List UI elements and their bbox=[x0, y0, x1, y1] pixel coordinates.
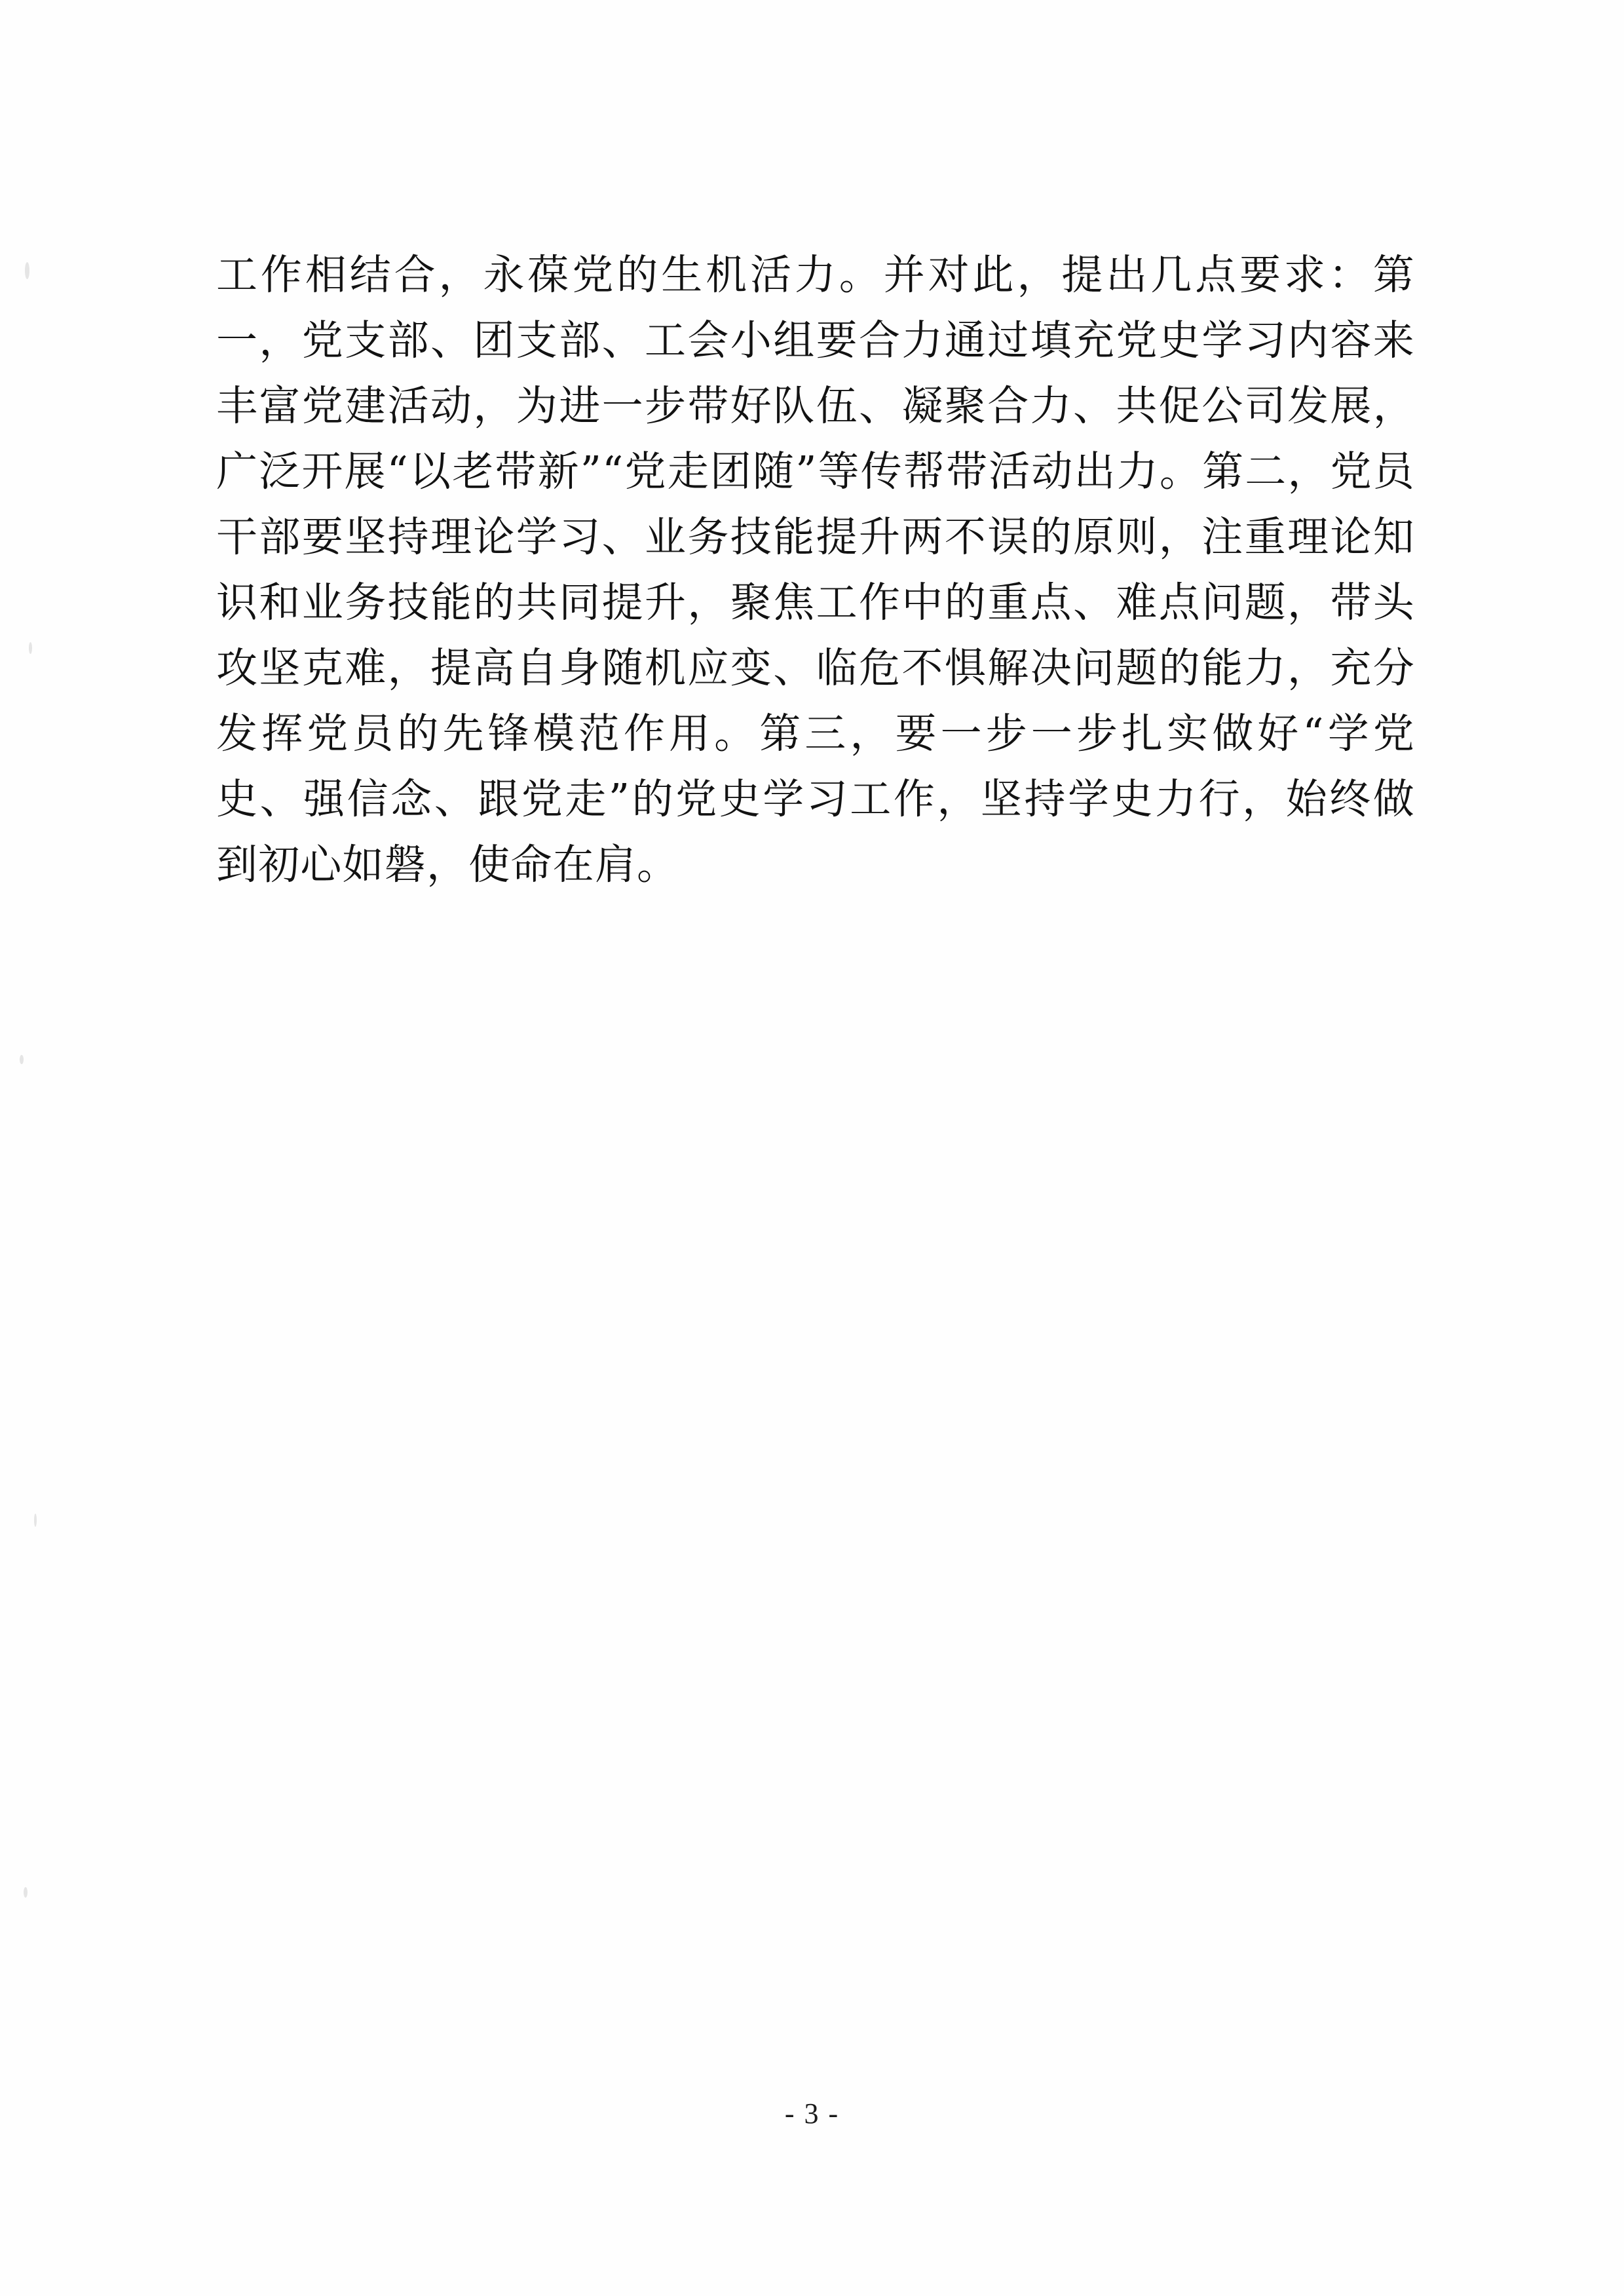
scan-artifact-icon bbox=[25, 262, 29, 279]
body-paragraph: 工作相结合，永葆党的生机活力。并对此，提出几点要求：第一，党支部、团支部、工会小组要合力通过填充党史学习内容来丰富党建活动，为进一步带好队伍、凝聚合力、共促公司发展，广泛开展“以老带新”“党走团随”等传帮带活动出力。第二，党员干部要坚持理论学习、业务技能提升两不误的原则，注重理论知识和业务技能的共同提升，聚焦工作中的重点、难点问题，带头攻坚克难，提高自身随机应变、临危不惧解决问题的能力，充分发挥党员的先锋模范作用。第三，要一步一步扎实做好“学党史、强信念、跟党走”的党史学习工作，坚持学史力行，始终做到初心如磐，使命在肩。 bbox=[216, 251, 1415, 889]
page-number: - 3 - bbox=[784, 2097, 840, 2130]
scan-artifact-icon bbox=[34, 1514, 37, 1527]
scan-artifact-icon bbox=[20, 1055, 24, 1064]
scan-artifact-icon bbox=[24, 1887, 28, 1898]
document-body bbox=[216, 242, 1415, 898]
scan-artifact-icon bbox=[29, 642, 32, 654]
